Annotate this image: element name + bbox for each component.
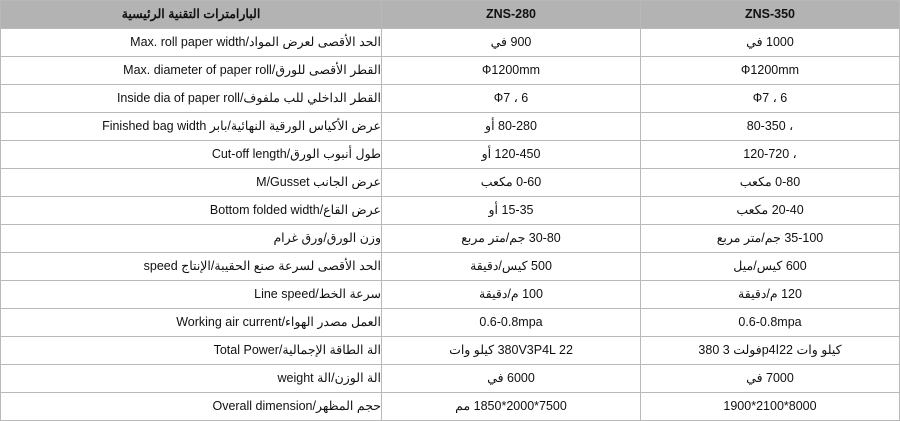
model-2-value: 120 م/دقيقة xyxy=(738,287,802,302)
model-2-value: 35-100 جم/متر مربع xyxy=(716,231,824,246)
parameter-cell xyxy=(1,309,382,337)
model-2-value: 7000 في xyxy=(746,371,794,386)
table-row xyxy=(1,197,900,225)
model-2-value: 8000*2100*1900 xyxy=(723,399,817,414)
model-1-value-cell xyxy=(382,225,641,253)
table-header xyxy=(1,1,900,29)
parameter-label: عرض الأكياس الورقية النهائية/بابر Finished bag width xyxy=(102,119,381,134)
model-2-value-cell xyxy=(641,113,900,141)
table-row xyxy=(1,281,900,309)
model-1-value: 15-35 أو xyxy=(488,203,534,218)
header-parameter: البارامترات التقنية الرئيسية xyxy=(1,1,382,29)
model-1-value: 380V3P4L 22 كيلو وات xyxy=(449,343,573,358)
model-1-value: 120-450 أو xyxy=(481,147,541,162)
model-1-value: Ф1200mm xyxy=(481,63,541,78)
table-row xyxy=(1,29,900,57)
model-1-value: Ф7 ، 6 xyxy=(493,91,529,106)
table-header-row xyxy=(1,1,900,29)
model-2-value-cell xyxy=(641,169,900,197)
model-2-value-cell xyxy=(641,29,900,57)
model-2-value-cell xyxy=(641,309,900,337)
model-1-value-cell xyxy=(382,253,641,281)
model-2-value: ، 120-720 xyxy=(743,147,797,162)
table-row xyxy=(1,225,900,253)
parameter-label: القطر الأقصى للورق/Max. diameter of paper roll xyxy=(123,63,381,78)
parameter-cell xyxy=(1,253,382,281)
model-1-value-cell xyxy=(382,85,641,113)
model-1-value-cell xyxy=(382,141,641,169)
model-2-value-cell xyxy=(641,365,900,393)
parameter-cell xyxy=(1,337,382,365)
model-2-value: 20-40 مكعب xyxy=(736,203,804,218)
parameter-label: عرض الجانب M/Gusset xyxy=(256,175,381,190)
parameter-label: طول أنبوب الورق/Cut-off length xyxy=(211,147,381,162)
parameter-label: الحد الأقصى لعرض المواد/Max. roll paper width xyxy=(130,35,381,50)
parameter-label: العمل مصدر الهواء/Working air current xyxy=(176,315,381,330)
model-1-value-cell xyxy=(382,281,641,309)
table-row xyxy=(1,169,900,197)
model-2-value: ، 80-350 xyxy=(746,119,794,134)
model-2-value: Ф1200mm xyxy=(740,63,800,78)
model-2-value-cell xyxy=(641,197,900,225)
model-2-value-cell xyxy=(641,253,900,281)
model-1-value-cell xyxy=(382,57,641,85)
parameter-cell xyxy=(1,281,382,309)
model-1-value-cell xyxy=(382,337,641,365)
header-model-2: ZNS-350 xyxy=(641,1,900,29)
table-row xyxy=(1,337,900,365)
model-2-value: 1000 في xyxy=(746,35,794,50)
table-body xyxy=(1,29,900,421)
model-1-value: 100 م/دقيقة xyxy=(479,287,543,302)
table-row xyxy=(1,113,900,141)
parameter-label: الة الوزن/الة weight xyxy=(277,371,381,386)
table-row xyxy=(1,85,900,113)
model-1-value: 900 في xyxy=(490,35,532,50)
model-1-value: 80-280 أو xyxy=(485,119,537,134)
model-1-value-cell xyxy=(382,365,641,393)
model-2-value: 0.6-0.8mpa xyxy=(738,315,802,330)
parameter-cell xyxy=(1,225,382,253)
model-2-value-cell xyxy=(641,281,900,309)
model-1-value: 7500*2000*1850 مم xyxy=(455,399,567,414)
table-row xyxy=(1,253,900,281)
parameter-label: الحد الأقصى لسرعة صنع الحقيبة/الإنتاج speed xyxy=(143,259,381,274)
table-row xyxy=(1,141,900,169)
model-1-value: 0.6-0.8mpa xyxy=(479,315,543,330)
model-1-value: 500 كيس/دقيقة xyxy=(470,259,552,274)
model-2-value-cell xyxy=(641,337,900,365)
parameter-cell xyxy=(1,85,382,113)
parameter-label: حجم المظهر/Overall dimension xyxy=(212,399,381,414)
parameter-cell xyxy=(1,141,382,169)
parameter-cell xyxy=(1,57,382,85)
parameter-label: القطر الداخلي للب ملفوف/Inside dia of paper roll xyxy=(116,91,381,106)
model-2-value: 0-80 مكعب xyxy=(739,175,801,190)
table-row xyxy=(1,309,900,337)
model-2-value-cell xyxy=(641,141,900,169)
model-1-value-cell xyxy=(382,309,641,337)
model-1-value-cell xyxy=(382,113,641,141)
parameter-label: عرض القاع/Bottom folded width xyxy=(209,203,381,218)
parameter-cell xyxy=(1,169,382,197)
parameter-label: وزن الورق/ورق غرام xyxy=(273,231,381,246)
parameter-cell xyxy=(1,365,382,393)
model-1-value: 6000 في xyxy=(487,371,535,386)
table-row xyxy=(1,57,900,85)
parameter-cell xyxy=(1,29,382,57)
parameter-label: سرعة الخط/Line speed xyxy=(254,287,381,302)
model-2-value: كيلو وات 22اp4فولت 3 380 xyxy=(698,343,842,358)
parameter-cell xyxy=(1,113,382,141)
model-1-value-cell xyxy=(382,29,641,57)
model-1-value: 30-80 جم/متر مربع xyxy=(461,231,561,246)
header-model-1: ZNS-280 xyxy=(382,1,641,29)
model-2-value: 600 كيس/ميل xyxy=(733,259,807,274)
model-2-value: Ф7 ، 6 xyxy=(752,91,788,106)
model-1-value: 0-60 مكعب xyxy=(480,175,542,190)
model-2-value-cell xyxy=(641,85,900,113)
model-1-value-cell xyxy=(382,169,641,197)
parameter-cell xyxy=(1,197,382,225)
table-row xyxy=(1,365,900,393)
model-2-value-cell xyxy=(641,225,900,253)
model-2-value-cell xyxy=(641,57,900,85)
parameter-label: الة الطاقة الإجمالية/Total Power xyxy=(213,343,381,358)
model-1-value-cell xyxy=(382,197,641,225)
